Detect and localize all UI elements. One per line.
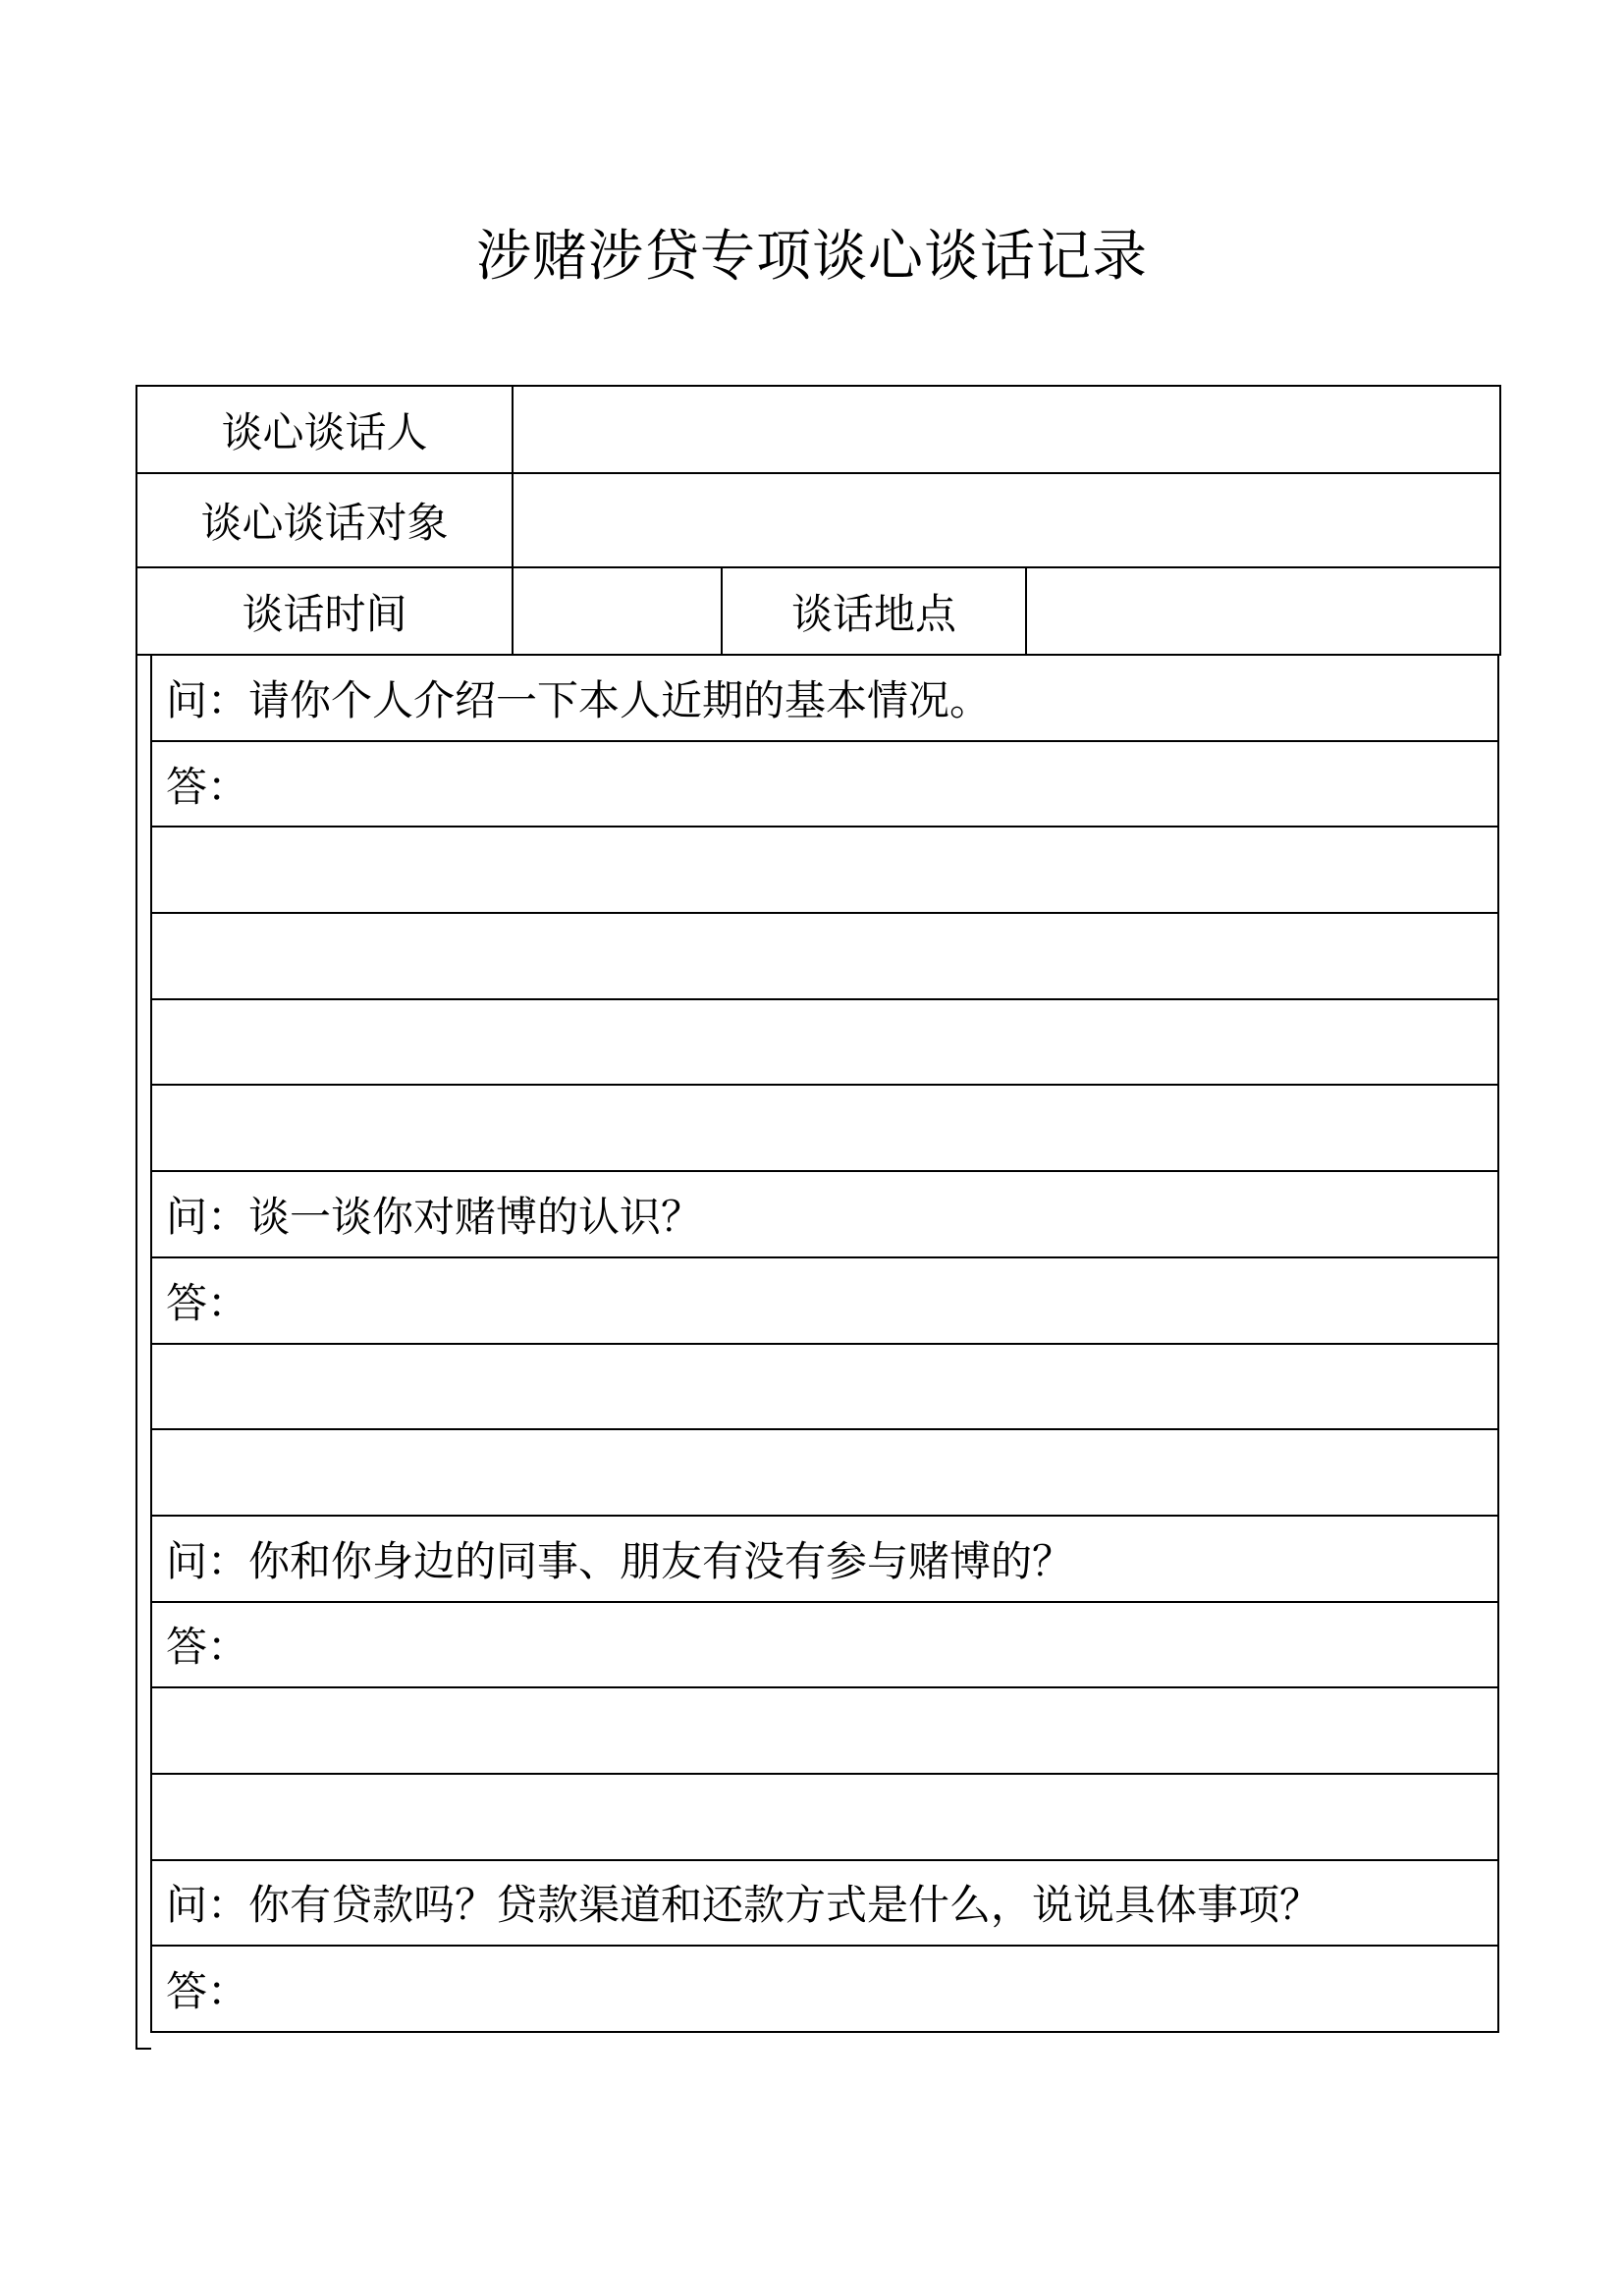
blank-row xyxy=(151,999,1498,1086)
question-text: 问：你有贷款吗？贷款渠道和还款方式是什么，说说具体事项？ xyxy=(151,1860,1498,1947)
qa-body xyxy=(151,655,1498,2032)
target-label: 谈心谈话对象 xyxy=(136,473,513,567)
question-text: 问：谈一谈你对赌博的认识？ xyxy=(151,1171,1498,1257)
answer-row xyxy=(151,1257,1498,1344)
talker-field[interactable] xyxy=(513,386,1500,473)
answer-line[interactable] xyxy=(151,1085,1498,1171)
answer-line[interactable] xyxy=(151,1774,1498,1860)
answer-row xyxy=(151,1602,1498,1688)
answer-line[interactable] xyxy=(151,1687,1498,1774)
answer-line[interactable] xyxy=(151,999,1498,1086)
blank-row xyxy=(151,1687,1498,1774)
answer-field[interactable]: 答： xyxy=(151,1257,1498,1344)
target-field[interactable] xyxy=(513,473,1500,567)
answer-row xyxy=(151,741,1498,828)
blank-row xyxy=(151,913,1498,999)
question-row xyxy=(151,655,1498,741)
talker-label: 谈心谈话人 xyxy=(136,386,513,473)
time-label: 谈话时间 xyxy=(136,567,513,655)
answer-line[interactable] xyxy=(151,913,1498,999)
question-row xyxy=(151,1171,1498,1257)
time-field[interactable] xyxy=(513,567,722,655)
blank-row xyxy=(151,1774,1498,1860)
question-text: 问：你和你身边的同事、朋友有没有参与赌博的？ xyxy=(151,1516,1498,1602)
question-text: 问：请你个人介绍一下本人近期的基本情况。 xyxy=(151,655,1498,741)
answer-field[interactable]: 答： xyxy=(151,741,1498,828)
blank-row xyxy=(151,1429,1498,1516)
left-margin-column xyxy=(135,654,151,2050)
place-field[interactable] xyxy=(1026,567,1500,655)
question-row xyxy=(151,1516,1498,1602)
answer-row xyxy=(151,1946,1498,2032)
answer-line[interactable] xyxy=(151,827,1498,913)
blank-row xyxy=(151,827,1498,913)
answer-line[interactable] xyxy=(151,1429,1498,1516)
blank-row xyxy=(151,1344,1498,1430)
question-row xyxy=(151,1860,1498,1947)
answer-line[interactable] xyxy=(151,1344,1498,1430)
answer-field[interactable]: 答： xyxy=(151,1602,1498,1688)
qa-table xyxy=(150,654,1499,2033)
header-table xyxy=(135,385,1501,656)
blank-row xyxy=(151,1085,1498,1171)
page-title: 涉赌涉贷专项谈心谈话记录 xyxy=(476,225,1148,289)
answer-field[interactable]: 答： xyxy=(151,1946,1498,2032)
place-label: 谈话地点 xyxy=(722,567,1026,655)
